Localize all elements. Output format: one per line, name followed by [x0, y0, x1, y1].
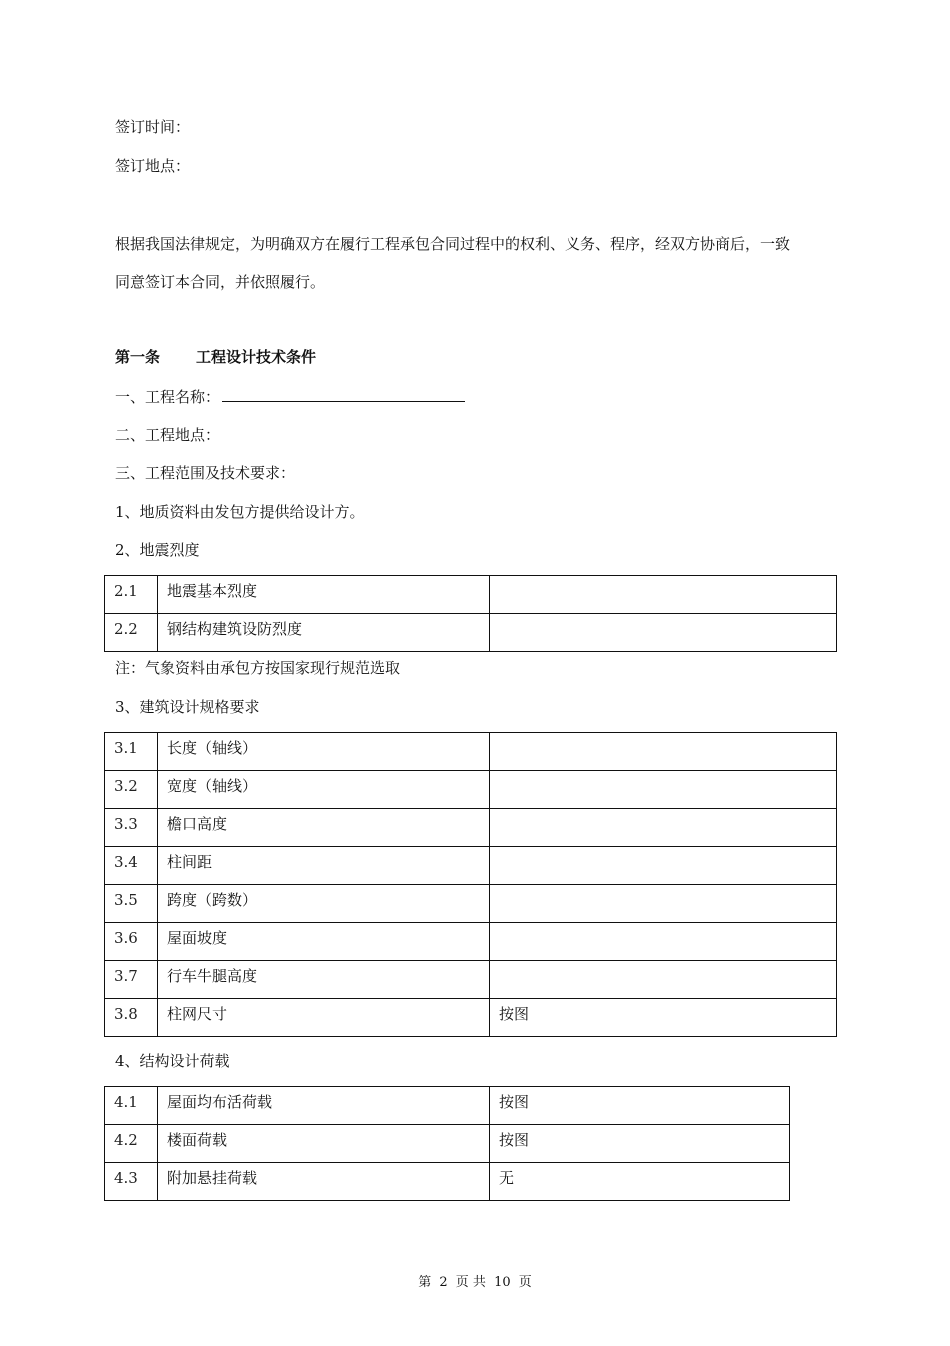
- table-row: [105, 961, 837, 999]
- table-row: [105, 923, 837, 961]
- item-1-text: 1、地质资料由发包方提供给设计方。: [115, 503, 365, 521]
- row-number: 3.3: [105, 809, 158, 847]
- table-row: [105, 847, 837, 885]
- row-name: 屋面坡度: [158, 923, 490, 961]
- table-row: [105, 576, 837, 614]
- project-name-label: 一、工程名称：: [115, 388, 221, 406]
- table-row: [105, 999, 837, 1037]
- table-row: [105, 809, 837, 847]
- project-scope-label: 三、工程范围及技术要求：: [115, 464, 296, 482]
- row-name: 檐口高度: [158, 809, 490, 847]
- project-site-label: 二、工程地点：: [115, 426, 221, 444]
- row-name: 柱间距: [158, 847, 490, 885]
- item-3-heading: 3、建筑设计规格要求: [115, 698, 260, 716]
- table-row: [105, 1125, 790, 1163]
- row-name: 行车牛腿高度: [158, 961, 490, 999]
- item-2-heading: 2、地震烈度: [115, 541, 200, 559]
- intro-line-1: 根据我国法律规定，为明确双方在履行工程承包合同过程中的权利、义务、程序，经双方协商后，一致: [115, 235, 791, 253]
- row-number: 2.2: [105, 614, 158, 652]
- row-value: 按图: [490, 999, 837, 1037]
- row-name: 地震基本烈度: [158, 576, 490, 614]
- project-name-row: [115, 386, 465, 407]
- load-table: [104, 1086, 790, 1201]
- seismic-table: [104, 575, 837, 652]
- row-name: 附加悬挂荷载: [158, 1163, 490, 1201]
- row-name: 屋面均布活荷载: [158, 1087, 490, 1125]
- article-1-heading: [115, 346, 316, 367]
- row-number: 3.5: [105, 885, 158, 923]
- footer-prefix: 第: [418, 1275, 432, 1290]
- row-name: 跨度（跨数）: [158, 885, 490, 923]
- row-value: [490, 733, 837, 771]
- row-number: 3.8: [105, 999, 158, 1037]
- row-value: [490, 614, 837, 652]
- row-name: 长度（轴线）: [158, 733, 490, 771]
- article-1-number: 第一条: [115, 348, 161, 366]
- row-name: 柱网尺寸: [158, 999, 490, 1037]
- row-number: 3.6: [105, 923, 158, 961]
- item-4-heading: 4、结构设计荷载: [115, 1052, 230, 1070]
- row-number: 3.4: [105, 847, 158, 885]
- footer-suffix: 页: [518, 1275, 532, 1290]
- row-number: 3.2: [105, 771, 158, 809]
- row-value: [490, 576, 837, 614]
- intro-line-2: 同意签订本合同，并依照履行。: [115, 273, 326, 291]
- footer-page-number: 2: [439, 1275, 448, 1290]
- row-value: [490, 961, 837, 999]
- article-1-title: 工程设计技术条件: [196, 348, 317, 366]
- table-row: [105, 1087, 790, 1125]
- project-name-blank: [222, 387, 465, 402]
- row-number: 3.7: [105, 961, 158, 999]
- note-text: 注：气象资料由承包方按国家现行规范选取: [115, 659, 401, 677]
- row-value: [490, 809, 837, 847]
- footer-total-pages: 10: [494, 1275, 511, 1290]
- row-value: [490, 771, 837, 809]
- row-name: 宽度（轴线）: [158, 771, 490, 809]
- row-number: 4.3: [105, 1163, 158, 1201]
- table-row: [105, 885, 837, 923]
- row-number: 3.1: [105, 733, 158, 771]
- table-row: [105, 1163, 790, 1201]
- row-number: 4.2: [105, 1125, 158, 1163]
- table-row: [105, 771, 837, 809]
- row-number: 2.1: [105, 576, 158, 614]
- row-value: [490, 847, 837, 885]
- row-value: [490, 923, 837, 961]
- row-value: 按图: [490, 1125, 790, 1163]
- row-value: 按图: [490, 1087, 790, 1125]
- row-name: 钢结构建筑设防烈度: [158, 614, 490, 652]
- sign-place-label: 签订地点：: [115, 157, 191, 175]
- row-name: 楼面荷载: [158, 1125, 490, 1163]
- row-value: [490, 885, 837, 923]
- row-number: 4.1: [105, 1087, 158, 1125]
- row-value: 无: [490, 1163, 790, 1201]
- building-spec-table: [104, 732, 837, 1037]
- footer-middle: 页 共: [455, 1275, 486, 1290]
- page-footer: [0, 1271, 950, 1290]
- table-row: [105, 733, 837, 771]
- sign-time-label: 签订时间：: [115, 118, 191, 136]
- table-row: [105, 614, 837, 652]
